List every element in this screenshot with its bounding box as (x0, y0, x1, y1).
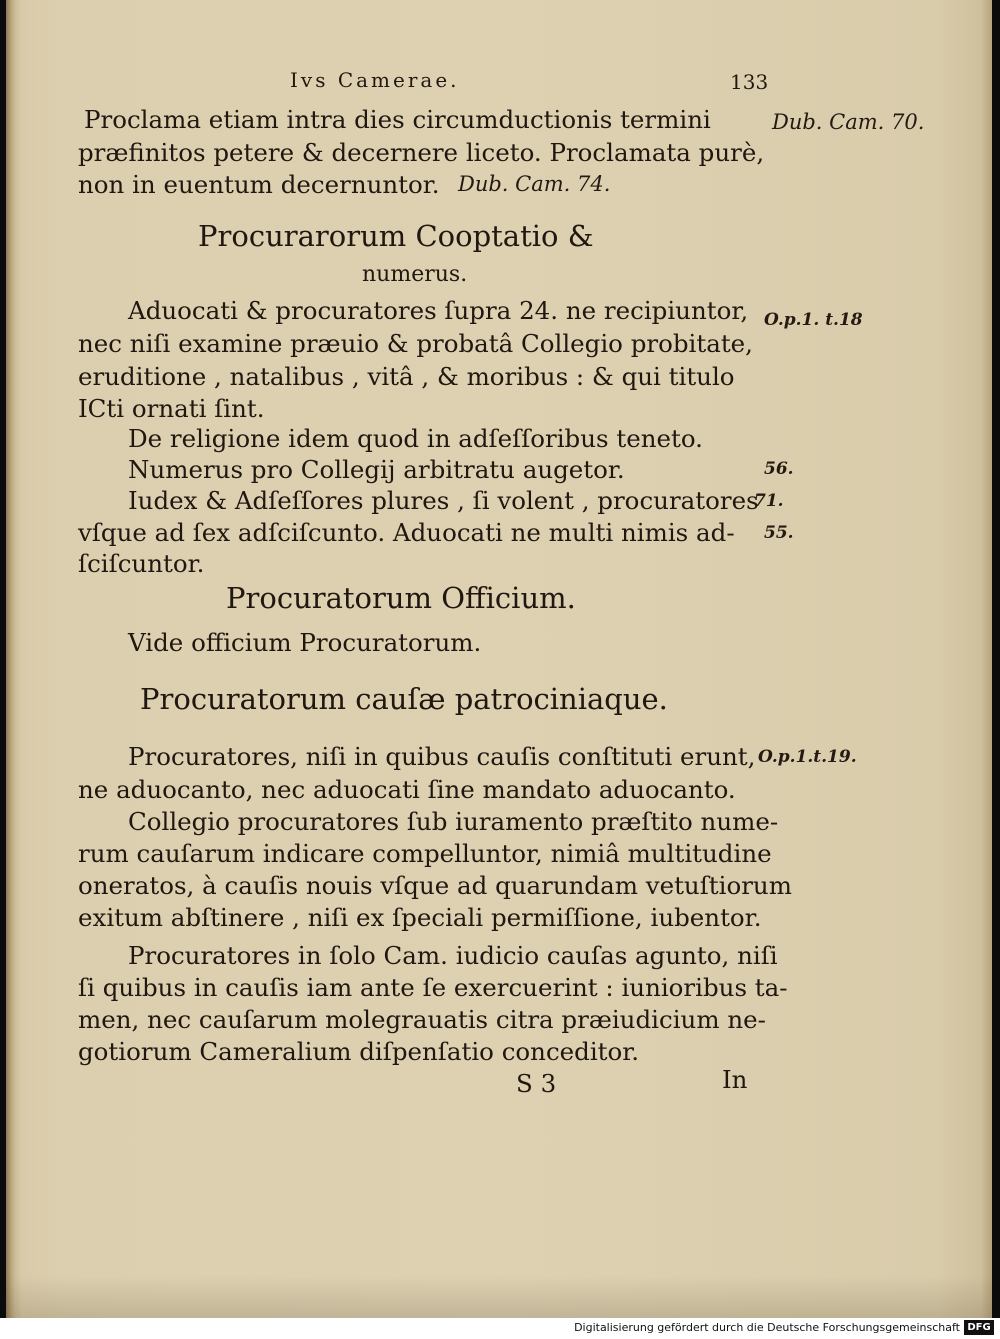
text-line: men, nec cauſarum molegrauatis citra præiudicium ne- (78, 1005, 766, 1034)
text-line: oneratos, à cauſis nouis vſque ad quarundam vetuſtiorum (78, 871, 792, 900)
text-line: Vide officium Procuratorum. (128, 628, 482, 657)
text-line: ſciſcuntor. (78, 549, 205, 578)
text-line: ICti ornati ſint. (78, 394, 265, 423)
section-subheading: numerus. (362, 262, 468, 287)
text-line: Proclama etiam intra dies circumductionis termini (84, 105, 711, 134)
text-line: præfinitos petere & decernere liceto. Proclamata purè, (78, 138, 765, 167)
margin-note: 56. (764, 459, 794, 479)
text-line: eruditione , natalibus , vitâ , & moribus : & qui titulo (78, 362, 735, 391)
text-line: ne aduocanto, nec aduocati ſine mandato aduocanto. (78, 775, 736, 804)
running-title: Ivs Camerae. (290, 68, 460, 92)
signature-mark: S 3 (516, 1069, 557, 1098)
text-line: Aduocati & procuratores ſupra 24. ne recipiuntor, (128, 296, 749, 325)
text-line: Numerus pro Collegij arbitratu augetor. (128, 455, 625, 484)
text-line: ſi quibus in cauſis iam ante ſe exercuerint : iunioribus ta- (78, 973, 788, 1002)
section-heading: Procuratorum Officium. (226, 581, 576, 615)
text-line: exitum abſtinere , niſi ex ſpeciali permiſſione, iubentor. (78, 903, 762, 932)
text-line: Iudex & Adſeſſores plures , ſi volent , procuratores (128, 486, 759, 515)
text-line: non in euentum decernuntor. (78, 170, 440, 199)
text-line: De religione idem quod in adſeſſoribus teneto. (128, 424, 703, 453)
margin-note: 55. (764, 523, 794, 543)
margin-note-handwritten: Dub. Cam. 70. (772, 110, 925, 134)
text-line: nec niſi examine præuio & probatâ Collegio probitate, (78, 329, 753, 358)
margin-note: O.p.1.t.19. (758, 747, 857, 767)
text-line: Collegio procuratores ſub iuramento præſtito nume- (128, 807, 779, 836)
dfg-logo: DFG (964, 1320, 994, 1335)
text-line: gotiorum Cameralium diſpenſatio conceditor. (78, 1037, 640, 1066)
text-line: vſque ad ſex adſciſcunto. Aduocati ne multi nimis ad- (78, 518, 735, 547)
section-heading: Procurarorum Cooptatio & (198, 219, 594, 253)
catchword: In (722, 1065, 748, 1094)
text-line: Procuratores in ſolo Cam. iudicio cauſas agunto, niſi (128, 941, 778, 970)
margin-note: 71. (754, 491, 784, 511)
margin-note-handwritten: Dub. Cam. 74. (458, 172, 611, 196)
text-line: rum cauſarum indicare compelluntor, nimiâ multitudine (78, 839, 772, 868)
digitization-footer (0, 1318, 1000, 1339)
page-number: 133 (730, 70, 769, 94)
text-line: Procuratores, niſi in quibus cauſis conſtituti erunt, (128, 742, 756, 771)
digitization-notice: Digitalisierung gefördert durch die Deutsche Forschungsgemeinschaft (574, 1321, 960, 1334)
margin-note: O.p.1. t.18 (764, 310, 863, 330)
book-page (6, 0, 992, 1318)
section-heading: Procuratorum cauſæ patrociniaque. (140, 682, 668, 716)
